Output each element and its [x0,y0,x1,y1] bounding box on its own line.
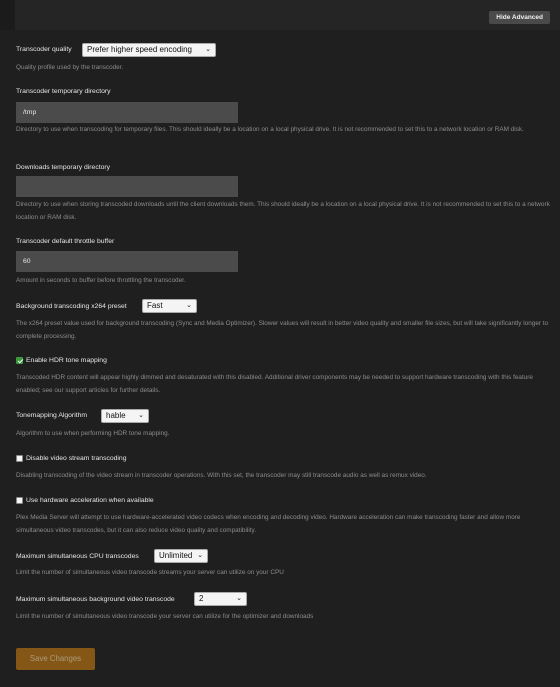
tonemapping-algorithm-label: Tonemapping Algorithm [16,412,88,419]
hdr-tone-mapping-option[interactable] [16,357,107,364]
temp-dir-help: Directory to use when transcoding for temporary files. This should ideally be a location on a local physical drive. It is not recommended to set this to a network location or RAM disk. [16,126,524,133]
transcoder-quality-select[interactable] [82,43,216,57]
tonemapping-algorithm-select[interactable] [101,409,149,423]
max-background-transcodes-help: Limit the number of simultaneous video transcode your server can utilize for the optimizer and downloads [16,613,314,620]
hardware-acceleration-checkbox[interactable] [16,497,23,504]
disable-video-transcoding-checkbox[interactable] [16,455,23,462]
disable-video-transcoding-help: Disabling transcoding of the video stream in transcoder operations. With this set, the transcoder may still transcode audio as well as remux video. [16,472,427,479]
hdr-tone-mapping-label: Enable HDR tone mapping [26,357,107,364]
chevron-down-icon: ⌄ [236,595,242,602]
max-cpu-transcodes-help: Limit the number of simultaneous video transcode streams your server can utilize on your CPU [16,569,284,576]
transcoder-quality-help: Quality profile used by the transcoder. [16,64,124,71]
tonemapping-algorithm-help: Algorithm to use when performing HDR tone mapping. [16,430,170,437]
x264-preset-value: Fast [147,301,163,310]
transcoder-quality-label: Transcoder quality [16,46,72,53]
downloads-dir-help: Directory to use when storing transcoded downloads until the client downloads them. This should ideally be a location on a local physical drive. It is not recommended to set this to a network location or RAM disk. [16,201,550,221]
x264-preset-help: The x264 preset value used for background transcoding (Sync and Media Optimizer). Slower values will result in better video quality and smaller file sizes, but will take significantly longer to complete processing. [16,320,549,340]
throttle-input[interactable]: 60 [16,251,238,272]
hardware-acceleration-help: Plex Media Server will attempt to use hardware-accelerated video codecs when encoding and decoding video. Hardware acceleration can make transcoding faster and allow more simultaneous video transcodes, but it can also reduce video quality and compatibility. [16,514,521,534]
max-background-transcodes-select[interactable] [194,592,247,606]
disable-video-transcoding-label: Disable video stream transcoding [26,455,127,462]
max-cpu-transcodes-value: Unlimited [159,551,193,560]
x264-preset-label: Background transcoding x264 preset [16,303,127,310]
downloads-dir-input[interactable] [16,176,238,197]
temp-dir-input[interactable]: /tmp [16,102,238,123]
chevron-down-icon: ⌄ [197,552,203,559]
hardware-acceleration-label: Use hardware acceleration when available [26,497,154,504]
x264-preset-select[interactable] [142,299,197,313]
max-cpu-transcodes-select[interactable] [154,549,208,563]
chevron-down-icon: ⌄ [138,412,144,419]
tonemapping-algorithm-value: hable [106,411,126,420]
chevron-down-icon: ⌄ [205,46,211,53]
throttle-help: Amount in seconds to buffer before throttling the transcoder. [16,277,186,284]
throttle-label: Transcoder default throttle buffer [16,238,115,245]
max-background-transcodes-value: 2 [199,594,204,603]
hardware-acceleration-option[interactable] [16,497,154,504]
disable-video-transcoding-option[interactable] [16,455,127,462]
save-changes-button[interactable]: Save Changes [16,648,95,670]
transcoder-quality-value: Prefer higher speed encoding [87,45,192,54]
chevron-down-icon: ⌄ [186,302,192,309]
temp-dir-label: Transcoder temporary directory [16,88,111,95]
hdr-tone-mapping-help: Transcoded HDR content will appear highly dimmed and desaturated with this disabled. Additional driver components may be needed to support hardware transcoding with this feature enabled; see our support articles for further details. [16,374,533,394]
max-cpu-transcodes-label: Maximum simultaneous CPU transcodes [16,553,139,560]
max-background-transcodes-label: Maximum simultaneous background video transcode [16,596,175,603]
hdr-tone-mapping-checkbox[interactable] [16,357,23,364]
top-toolbar [0,0,560,30]
downloads-dir-label: Downloads temporary directory [16,164,111,171]
toolbar-panel [15,0,560,30]
hide-advanced-button[interactable]: Hide Advanced [489,11,550,24]
